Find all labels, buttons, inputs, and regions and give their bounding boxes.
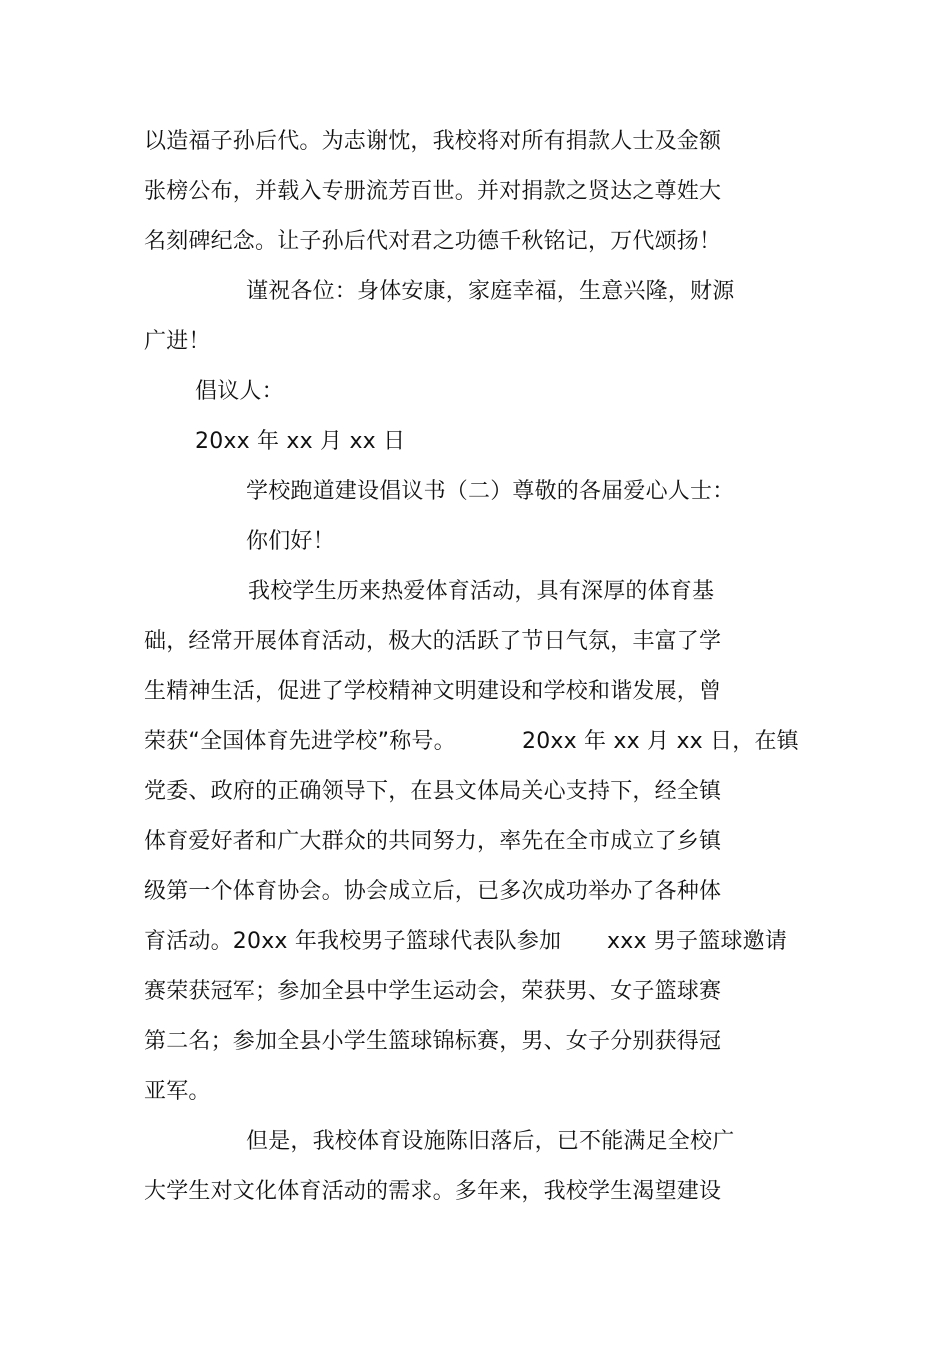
signature-label: 倡议人： bbox=[195, 379, 284, 404]
text-line: 亚军。 bbox=[144, 1079, 211, 1104]
text-line: 以造福子孙后代。为志谢忱，我校将对所有捐款人士及金额 bbox=[144, 129, 722, 154]
text-line: 础，经常开展体育活动，极大的活跃了节日气氛，丰富了学 bbox=[144, 629, 722, 654]
date-line: 20xx 年 xx 月 xx 日 bbox=[195, 429, 406, 454]
text-line: 生精神生活，促进了学校精神文明建设和学校和谐发展，曾 bbox=[144, 679, 722, 704]
greeting: 你们好！ bbox=[246, 529, 335, 554]
text-line: 广进！ bbox=[144, 329, 211, 354]
text-segment: xxx 男子篮球邀请 bbox=[607, 929, 788, 954]
text-line: 张榜公布，并载入专册流芳百世。并对捐款之贤达之尊姓大 bbox=[144, 179, 722, 204]
text-line: 赛荣获冠军；参加全县中学生运动会，荣获男、女子篮球赛 bbox=[144, 979, 722, 1004]
text-segment: 20xx 年 xx 月 xx 日，在镇 bbox=[522, 729, 799, 754]
text-line: 大学生对文化体育活动的需求。多年来，我校学生渴望建设 bbox=[144, 1179, 722, 1204]
text-line: 第二名；参加全县小学生篮球锦标赛，男、女子分别获得冠 bbox=[144, 1029, 722, 1054]
text-line: 级第一个体育协会。协会成立后，已多次成功举办了各种体 bbox=[144, 879, 722, 904]
text-segment: 荣获“全国体育先进学校”称号。 bbox=[144, 729, 456, 754]
text-line: 党委、政府的正确领导下，在县文体局关心支持下，经全镇 bbox=[144, 779, 722, 804]
section-title: 学校跑道建设倡议书（二）尊敬的各届爱心人士： bbox=[246, 479, 735, 504]
text-line: 名刻碑纪念。让子孙后代对君之功德千秋铭记，万代颂扬！ bbox=[144, 229, 722, 254]
text-line: 体育爱好者和广大群众的共同努力，率先在全市成立了乡镇 bbox=[144, 829, 722, 854]
text-line: 但是，我校体育设施陈旧落后，已不能满足全校广 bbox=[246, 1129, 735, 1154]
text-line bbox=[144, 727, 456, 757]
text-line: 育活动。20xx 年我校男子篮球代表队参加 bbox=[144, 929, 562, 954]
text-line: 我校学生历来热爱体育活动，具有深厚的体育基 bbox=[248, 579, 715, 604]
text-line: 谨祝各位：身体安康，家庭幸福，生意兴隆，财源 bbox=[246, 279, 735, 304]
